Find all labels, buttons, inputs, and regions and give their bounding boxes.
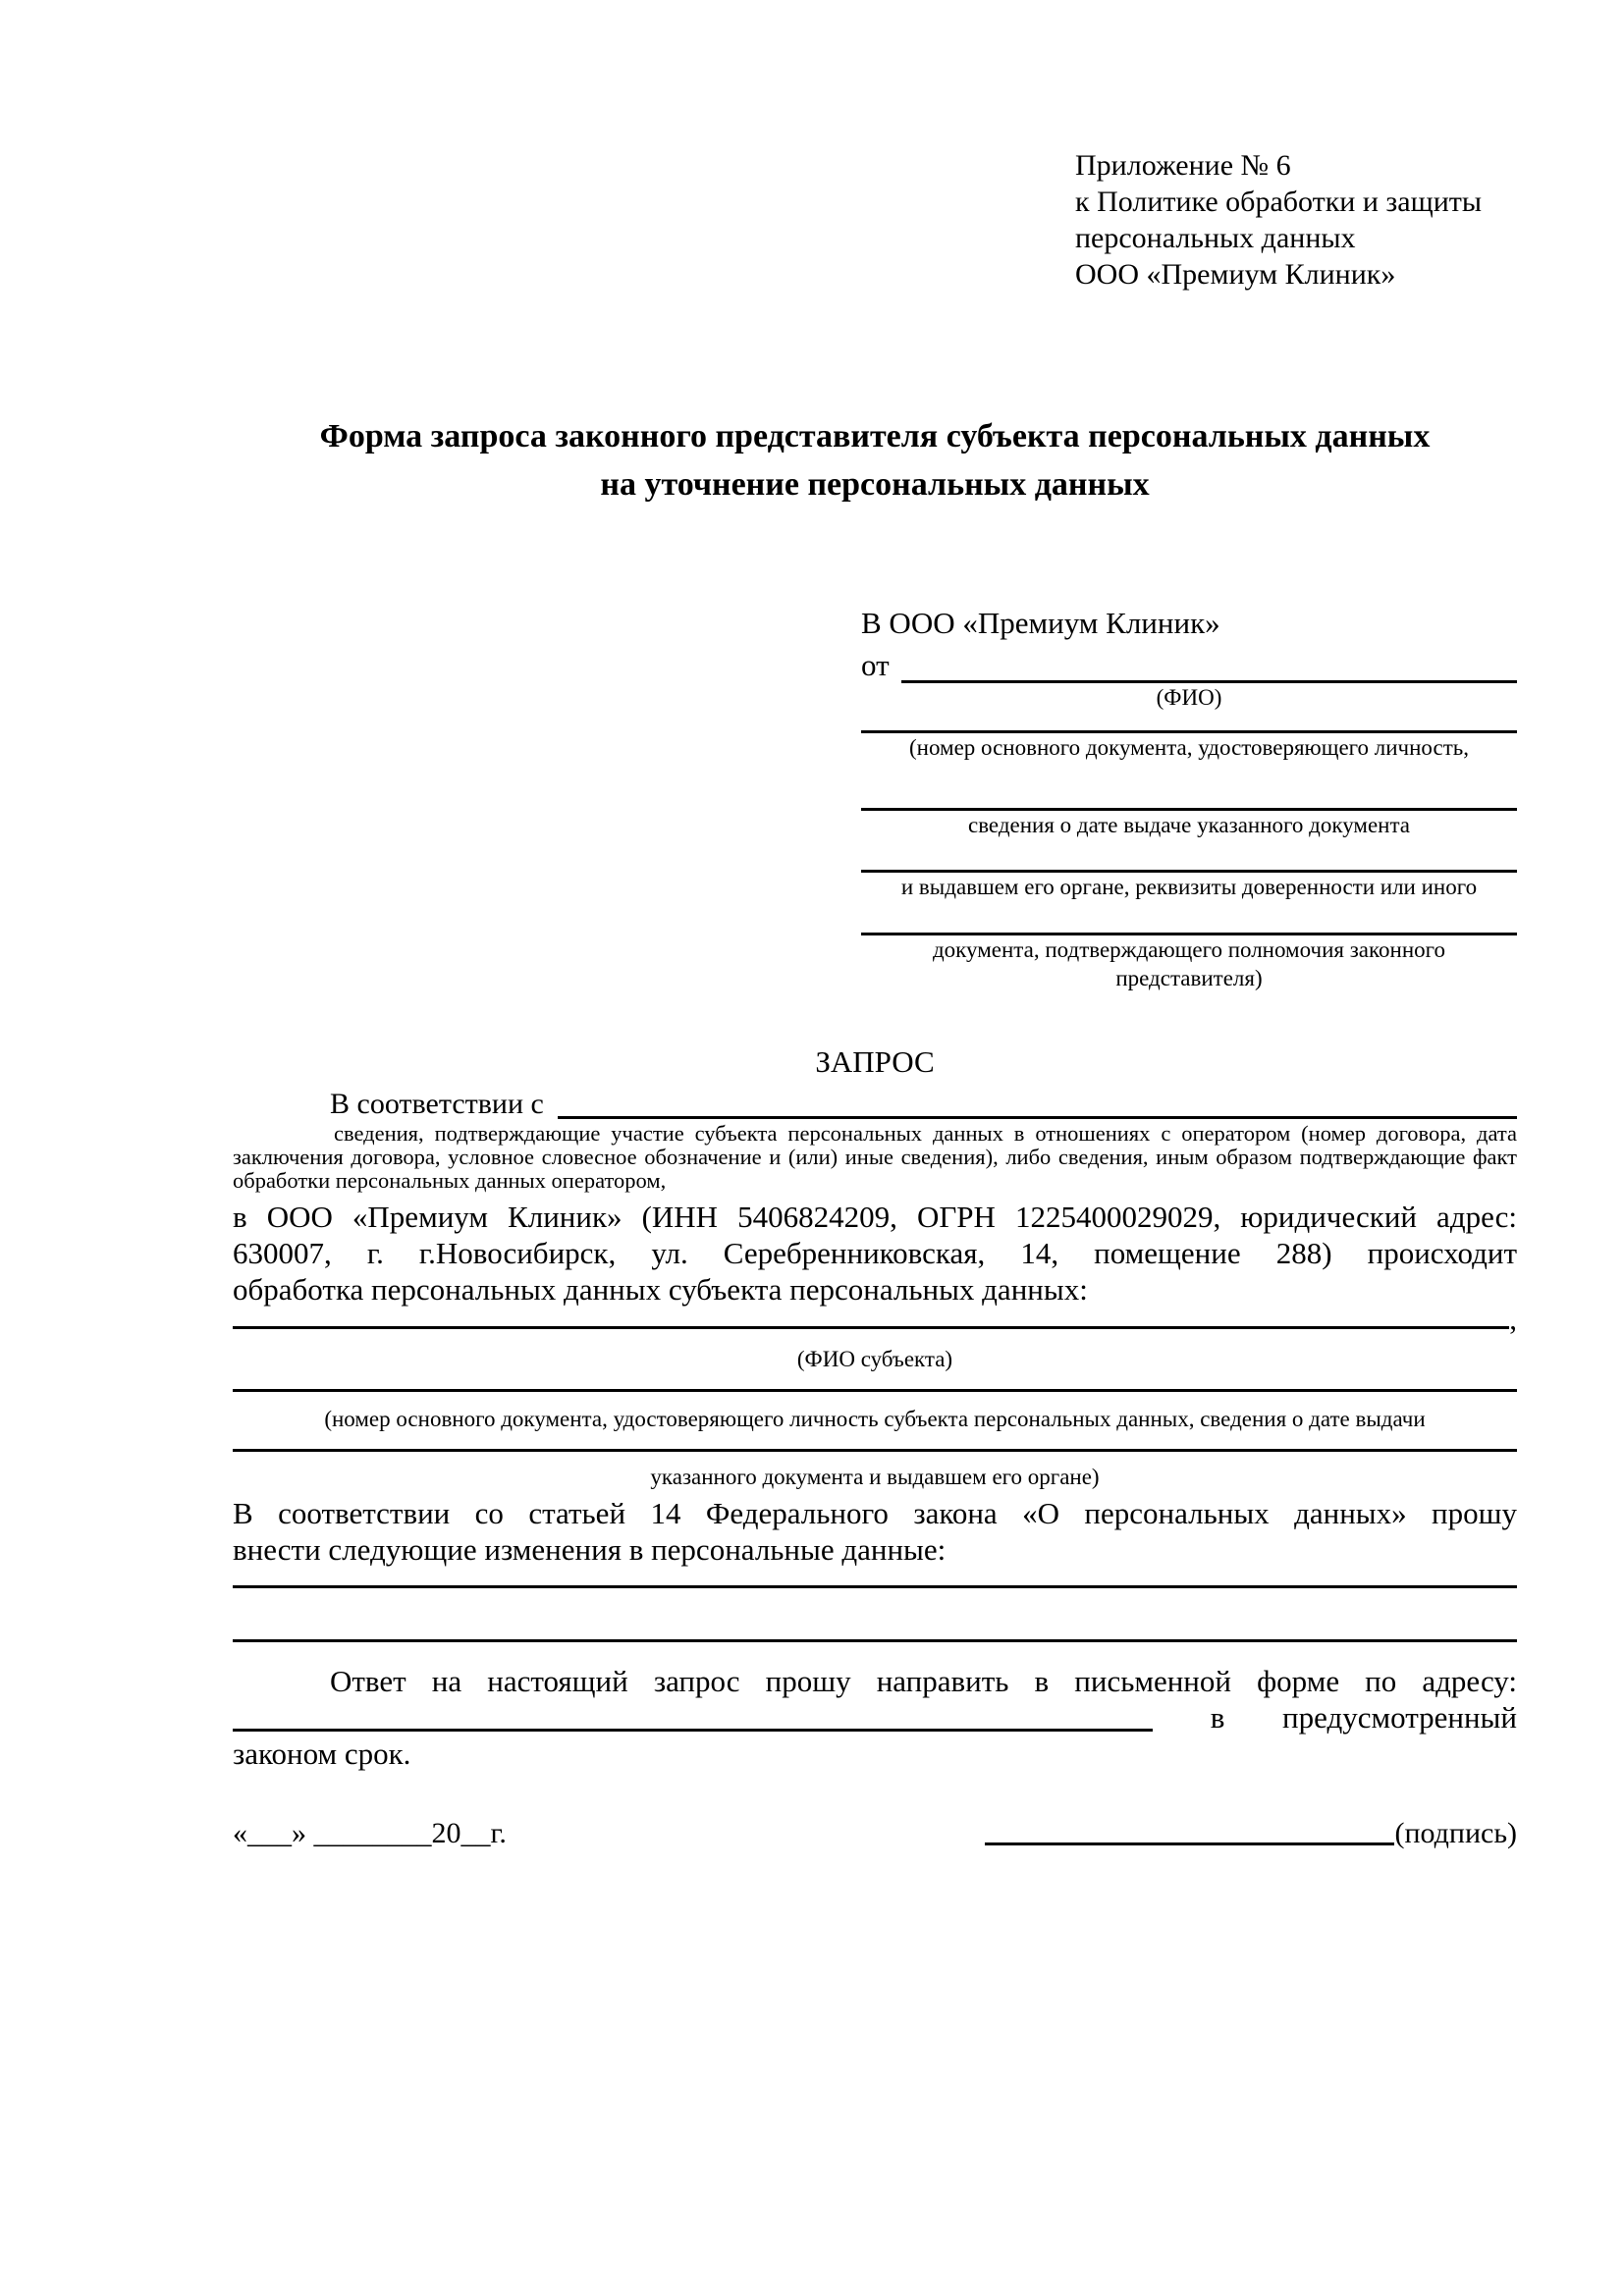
subject-doc-caption-1: (номер основного документа, удостоверяющего личность субъекта персональных данных, сведения о дате выдачи [324, 1407, 1426, 1431]
doc-blank-line-2 [861, 762, 1517, 811]
document-title-line-2: на уточнение персональных данных [600, 466, 1150, 503]
doc-caption-4: документа, подтверждающего полномочия законного представителя) [932, 937, 1445, 990]
operator-paragraph-line-3: обработка персональных данных субъекта персональных данных: [233, 1272, 1088, 1307]
basis-footnote-line-1: сведения, подтверждающие участие субъекта персональных данных в отношениях с оператором (номер договора, дата [334, 1121, 1517, 1146]
subject-fio-blank-line [233, 1326, 1509, 1329]
basis-footnote-line-3: обработки персональных данных оператором, [233, 1168, 667, 1193]
doc-caption-3: и выдавшем его органе, реквизиты доверенности или иного [900, 875, 1478, 899]
footer-row [233, 1815, 1517, 1851]
law-paragraph-line-1: В соответствии со статьей 14 Федерального закона «О персональных данных» прошу [233, 1496, 1517, 1530]
basis-row [233, 1086, 1517, 1122]
from-label: от [861, 648, 890, 682]
basis-label: В соответствии с [330, 1088, 544, 1120]
doc-blank-line-1 [861, 712, 1517, 733]
subject-fio-comma: , [1509, 1302, 1517, 1336]
fio-caption: (ФИО) [1156, 685, 1222, 710]
subject-doc-blank-line-2 [233, 1433, 1517, 1452]
operator-paragraph [233, 1199, 1517, 1308]
appendix-line-2: к Политике обработки и защиты [1075, 186, 1483, 218]
law-paragraph [233, 1495, 1517, 1568]
operator-paragraph-line-2: 630007, г. г.Новосибирск, ул. Серебренниковская, 14, помещение 288) происходит [233, 1236, 1517, 1270]
subject-fio-caption: (ФИО субъекта) [796, 1347, 953, 1371]
addressee-to: В ООО «Премиум Клиник» [861, 606, 1220, 640]
changes-blank-line-1 [233, 1568, 1517, 1588]
appendix-line-3: персональных данных [1075, 222, 1356, 254]
appendix-line-1: Приложение № 6 [1075, 149, 1291, 182]
doc-blank-line-3 [861, 839, 1517, 873]
doc-caption-2: сведения о дате выдаче указанного документа [967, 813, 1411, 837]
basis-footnote-line-2: заключения договора, условное словесное обозначение и (или) иные сведения), либо сведения, иным образом подтверждающие факт [233, 1145, 1517, 1169]
subject-fio-row [233, 1302, 1517, 1336]
subject-doc-caption-2: указанного документа и выдавшем его органе) [650, 1465, 1100, 1489]
doc-blank-line-4 [861, 901, 1517, 935]
appendix-line-4: ООО «Премиум Клиник» [1075, 258, 1396, 291]
addressee-block [861, 605, 1517, 992]
request-heading: ЗАПРОС [815, 1044, 935, 1079]
doc-caption-1: (номер основного документа, удостоверяющего личность, [908, 735, 1469, 760]
changes-blank-line-2 [233, 1588, 1517, 1642]
from-row [861, 647, 1517, 683]
reply-paragraph-line-1: Ответ на настоящий запрос прошу направить в письменной форме по адресу: [330, 1664, 1517, 1698]
reply-address-row [233, 1699, 1517, 1735]
basis-blank-line [558, 1116, 1517, 1119]
document-title-line-1: Форма запроса законного представителя субъекта персональных данных [319, 418, 1431, 454]
reply-paragraph-line-3: законом срок. [233, 1736, 411, 1771]
reply-paragraph [233, 1663, 1517, 1772]
subject-doc-blank-line-1 [233, 1373, 1517, 1392]
law-paragraph-line-2: внести следующие изменения в персональные данные: [233, 1532, 947, 1567]
signature-caption: (подпись) [1394, 1817, 1517, 1849]
operator-paragraph-line-1: в ООО «Премиум Клиник» (ИНН 5406824209, ОГРН 1225400029029, юридический адрес: [233, 1200, 1517, 1234]
date-line: «___» ________20__г. [233, 1817, 507, 1849]
reply-address-blank-line [233, 1729, 1153, 1732]
signature-group [985, 1815, 1517, 1851]
document-title [233, 412, 1517, 508]
reply-word-v: в [1210, 1700, 1225, 1735]
basis-footnote [233, 1122, 1517, 1193]
reply-word-predusmotrenny: предусмотренный [1282, 1700, 1517, 1735]
appendix-header [1075, 147, 1517, 293]
signature-blank-line [985, 1842, 1394, 1845]
